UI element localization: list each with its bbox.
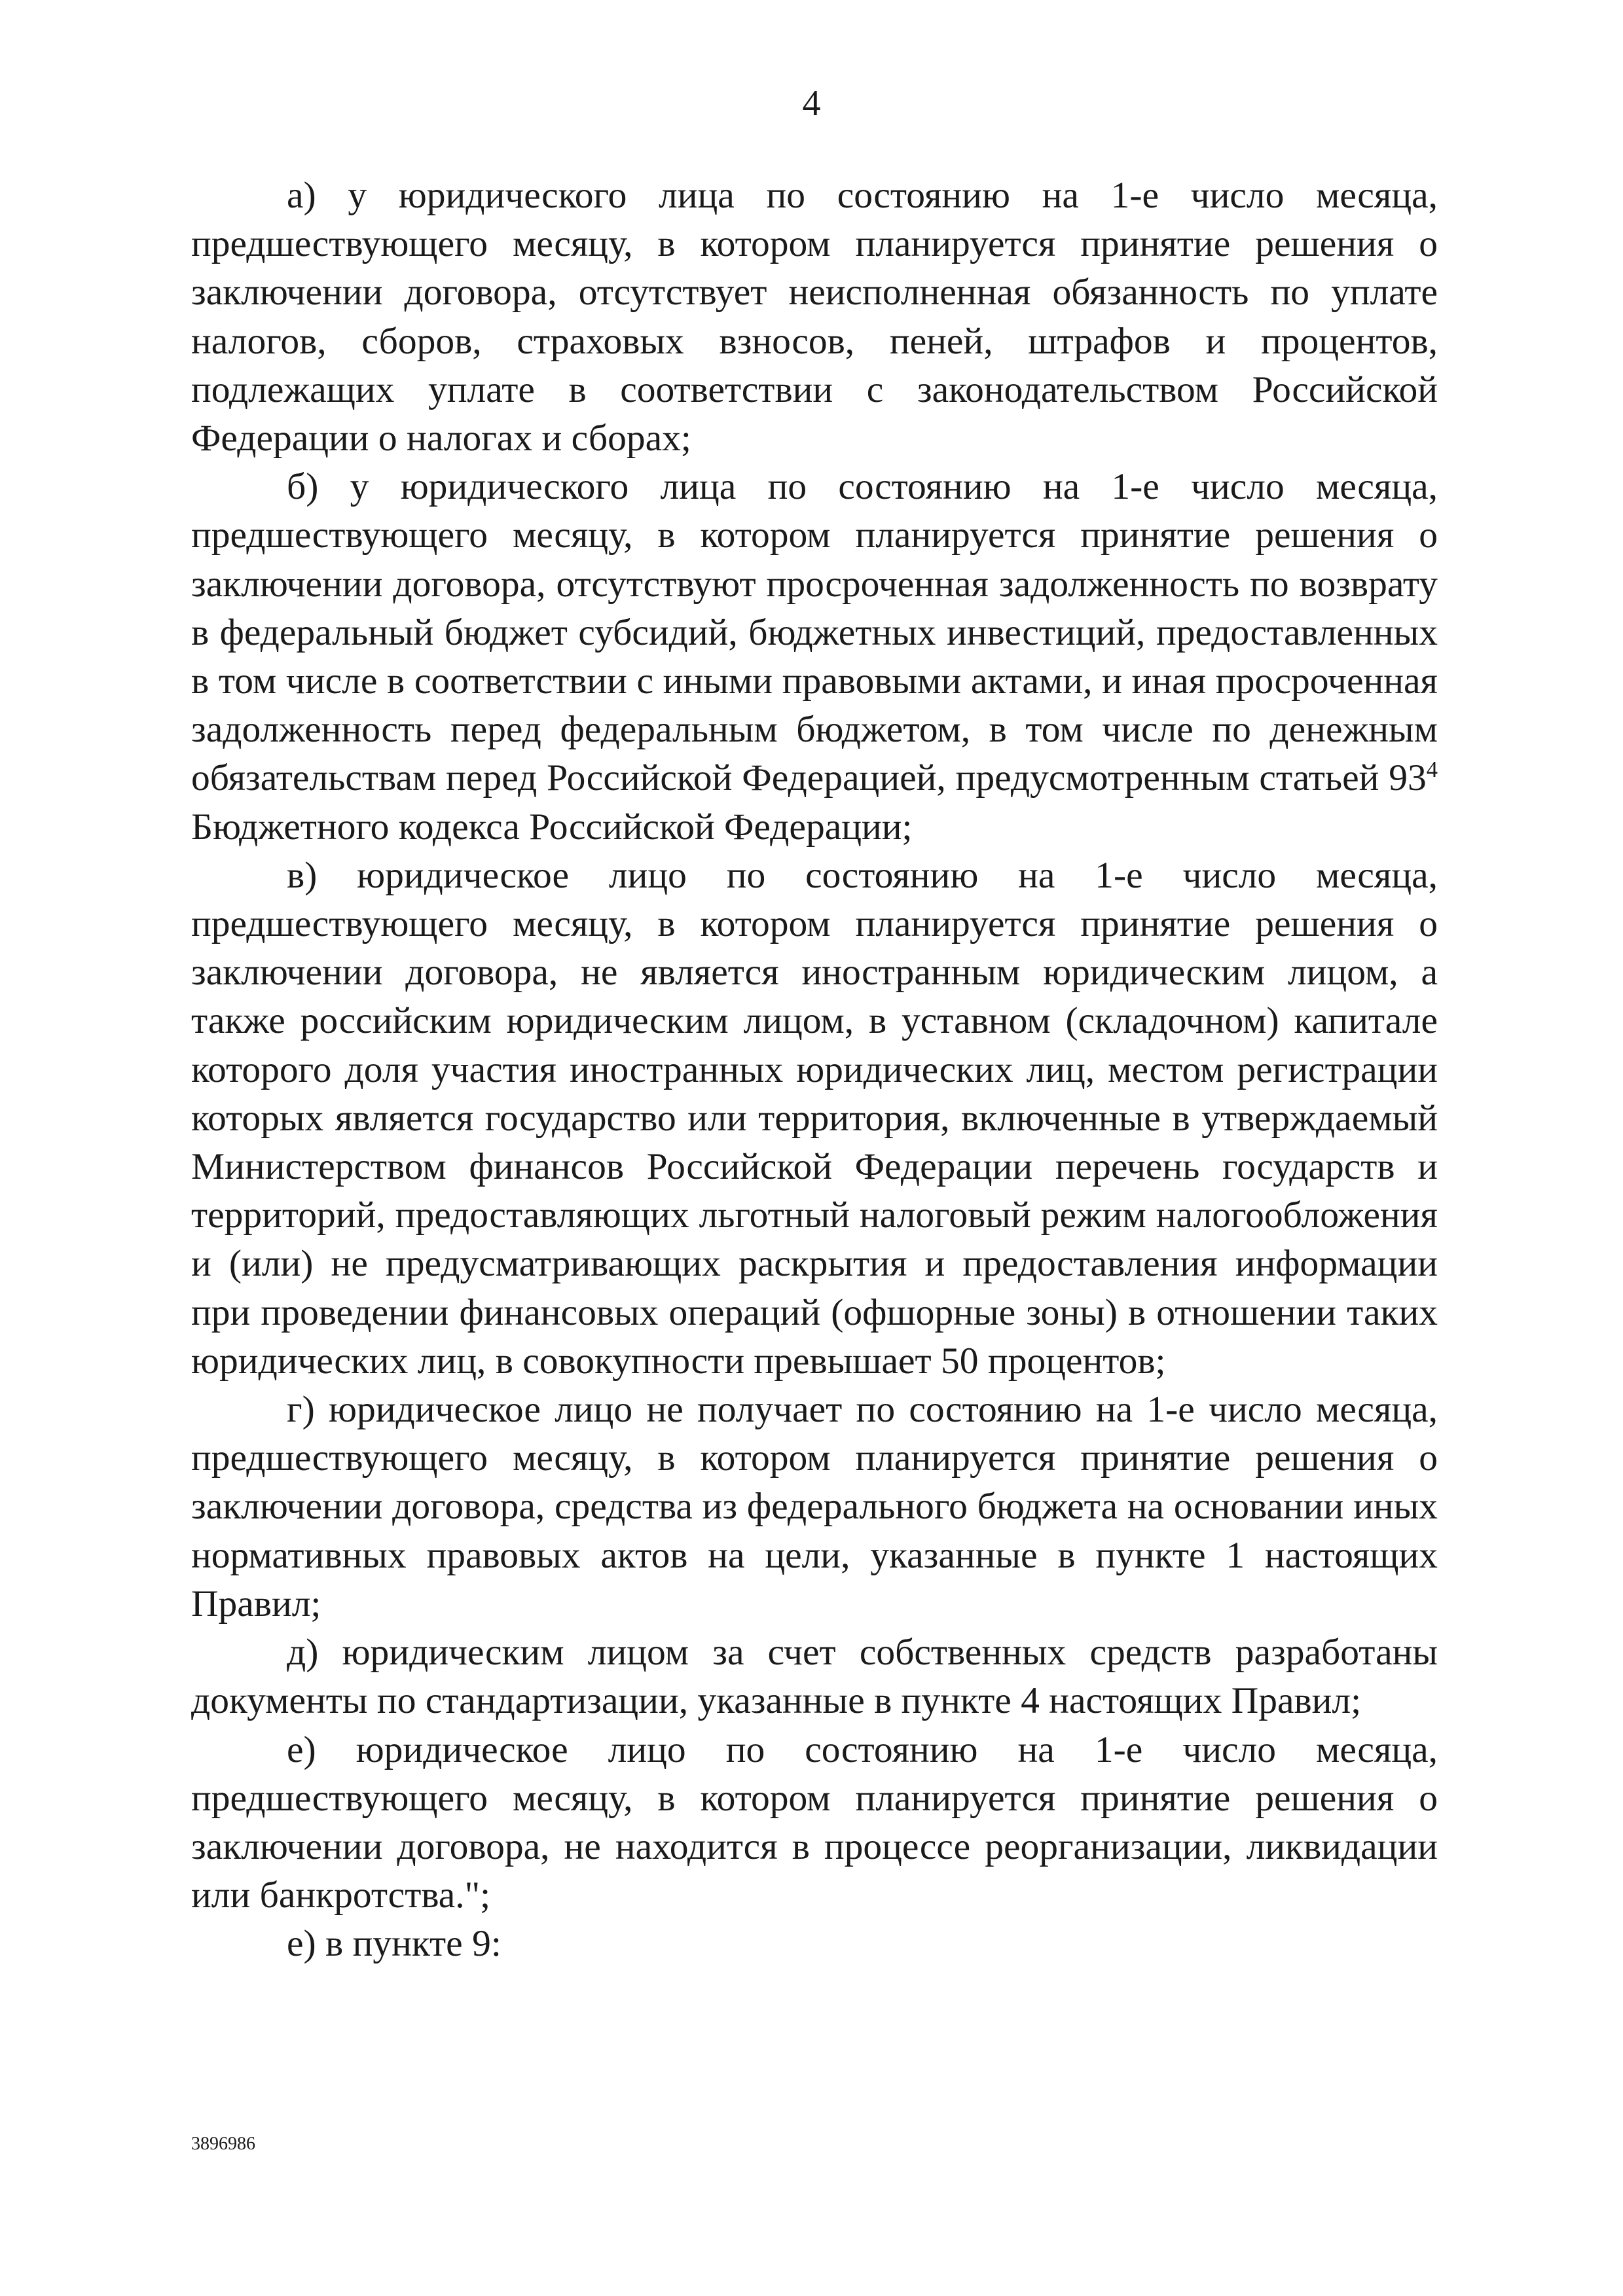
paragraph-item-b-text-end: Бюджетного кодекса Российской Федерации; — [191, 806, 913, 848]
paragraph-item-e-point9: е) в пункте 9: — [287, 1923, 501, 1965]
paragraph-item-a: а) у юридического лица по состоянию на 1-е число месяца, предшествующего месяцу, в котором планируется принятие решения о заключении договора, отсутствует неисполненная обязанность по уплате налогов, сборов, страховых взносов, пеней, штрафов и процентов, подлежащих уплате в соответствии с законодательством Российской Федерации о налогах и сборах; — [191, 175, 1438, 459]
paragraph-item-b-text: б) у юридического лица по состоянию на 1-е число месяца, предшествующего месяцу, в котором планируется принятие решения о заключении договора, отсутствуют просроченная задолженность по возврату в федеральный бюджет субсидий, бюджетных инвестиций, предоставленных в том числе в соответствии с иными правовыми актами, и иная просроченная задолженность перед федеральным бюджетом, в том числе по денежным обязательствам перед Российской Федерацией, предусмотренным статьей 93 — [191, 466, 1438, 799]
paragraph-item-d: д) юридическим лицом за счет собственных средств разработаны документы по стандартизации, указанные в пункте 4 настоящих Правил; — [191, 1632, 1438, 1722]
article-superscript: 4 — [1426, 757, 1438, 783]
page-number: 4 — [802, 83, 821, 124]
paragraph-item-g: г) юридическое лицо не получает по состоянию на 1-е число месяца, предшествующего месяцу, в котором планируется принятие решения о заключении договора, средства из федерального бюджета на основании иных нормативных правовых актов на цели, указанные в пункте 1 настоящих Правил; — [191, 1389, 1438, 1624]
paragraph-item-e: е) юридическое лицо по состоянию на 1-е число месяца, предшествующего месяцу, в котором планируется принятие решения о заключении договора, не находится в процессе реорганизации, ликвидации или банкротства."; — [191, 1729, 1438, 1916]
document-body — [191, 171, 1438, 1969]
document-code: 3896986 — [191, 2134, 255, 2154]
paragraph-item-b — [191, 463, 1438, 852]
paragraph-item-v: в) юридическое лицо по состоянию на 1-е число месяца, предшествующего месяцу, в котором планируется принятие решения о заключении договора, не является иностранным юридическим лицом, а также российским юридическим лицом, в уставном (складочном) капитале которого доля участия иностранных юридических лиц, местом регистрации которых является государство или территория, включенные в утверждаемый Министерством финансов Российской Федерации перечень государств и территорий, предоставляющих льготный налоговый режим налогообложения и (или) не предусматривающих раскрытия и предоставления информации при проведении финансовых операций (офшорные зоны) в отношении таких юридических лиц, в совокупности превышает 50 процентов; — [191, 854, 1438, 1382]
